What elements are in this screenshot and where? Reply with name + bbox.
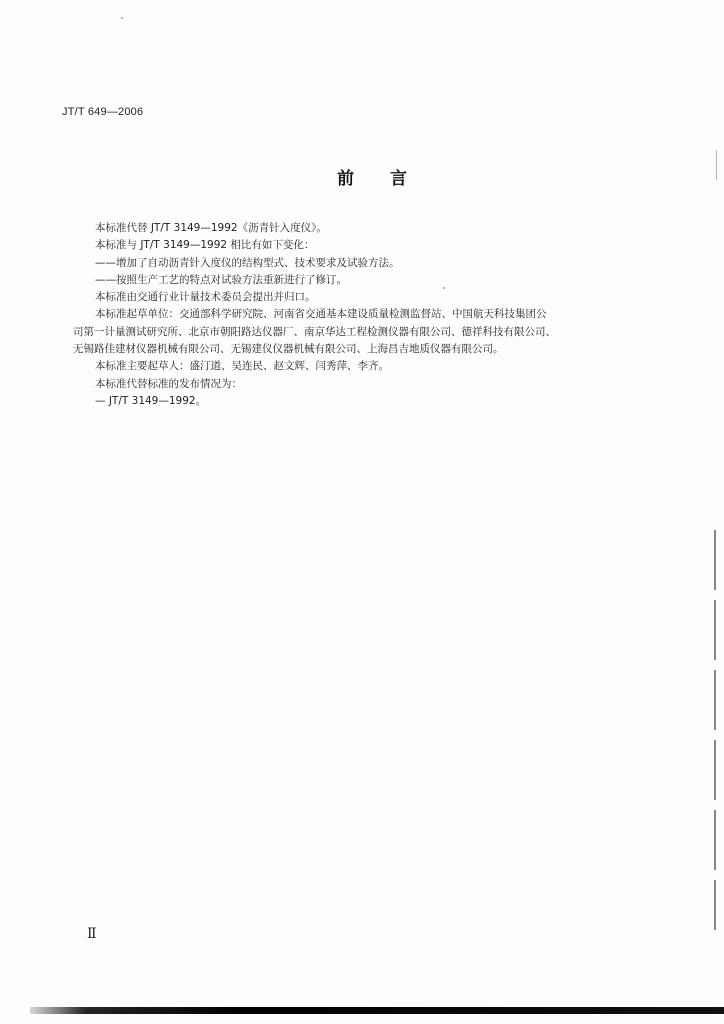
standard-code: JT/T 649—2006 bbox=[62, 106, 144, 118]
scan-speck bbox=[121, 17, 123, 19]
paragraph-line: 本标准代替 JT/T 3149—1992《沥青针入度仪》。 bbox=[95, 222, 327, 234]
scan-bottom-shadow bbox=[30, 1007, 724, 1014]
paragraph-line: 本标准与 JT/T 3149—1992 相比有如下变化： bbox=[95, 239, 315, 252]
scan-speck bbox=[443, 287, 445, 289]
preface-body bbox=[73, 220, 654, 410]
paragraph-line: ——按照生产工艺的特点对试验方法重新进行了修订。 bbox=[95, 273, 347, 286]
paragraph-line: 本标准代替标准的发布情况为： bbox=[95, 377, 242, 390]
page-title bbox=[0, 164, 724, 189]
title-char-1: 前 bbox=[337, 169, 354, 189]
paragraph-line: — JT/T 3149—1992。 bbox=[95, 394, 207, 407]
paragraph-line: ——增加了自动沥青针入度仪的结构型式、技术要求及试验方法。 bbox=[95, 256, 400, 269]
paragraph-line: 本标准主要起草人：盛汀道、吴连民、赵文辉、闫秀萍、李齐。 bbox=[95, 360, 389, 373]
title-char-2: 言 bbox=[390, 169, 407, 189]
paragraph-line: 本标准起草单位：交通部科学研究院、河南省交通基本建设质量检测监督站、中国航天科技集团公 bbox=[95, 308, 547, 321]
paragraph-line: 司第一计量测试研究所、北京市朝阳路达仪器厂、南京华达工程检测仪器有限公司、德祥科技有限公司、 bbox=[73, 325, 556, 338]
scan-edge-mark bbox=[714, 530, 716, 930]
page-number: Ⅱ bbox=[87, 926, 97, 942]
paragraph-line: 无锡路佳建材仪器机械有限公司、无锡建仪仪器机械有限公司、上海昌吉地质仪器有限公司。 bbox=[73, 343, 504, 356]
scan-edge-mark bbox=[716, 150, 717, 180]
paragraph-line: 本标准由交通行业计量技术委员会提出并归口。 bbox=[95, 291, 316, 304]
